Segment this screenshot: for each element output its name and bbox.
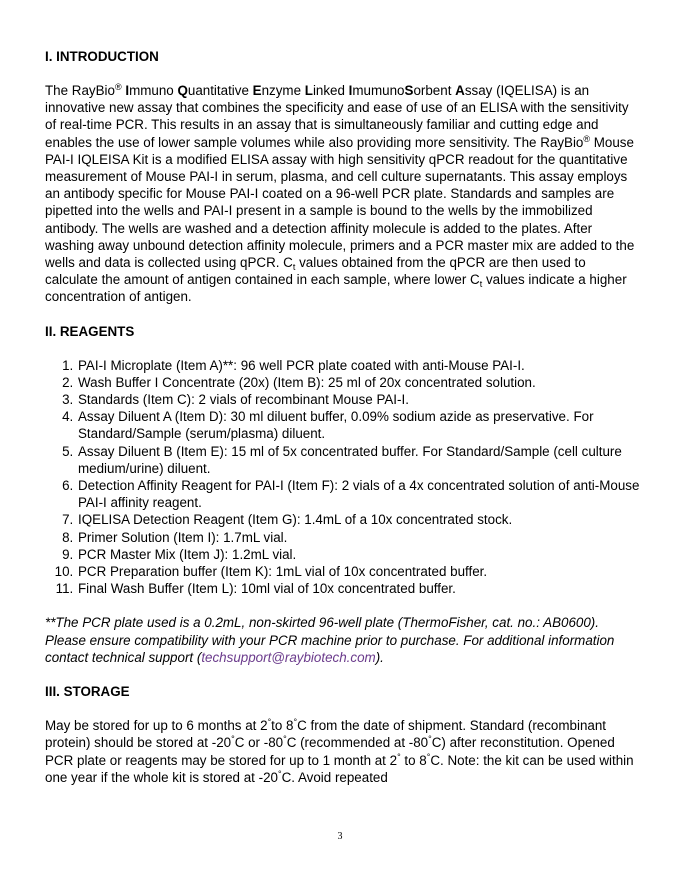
introduction-heading: I. INTRODUCTION xyxy=(45,49,159,64)
registered-mark: ® xyxy=(583,133,591,144)
list-item: 5. Assay Diluent B (Item E): 15 ml of 5x concentrated buffer. For Standard/Sample (cell culture medium/urine) diluent. xyxy=(77,443,640,477)
storage-paragraph: May be stored for up to 6 months at 2°to 8°C from the date of shipment. Standard (recombinant protein) should be stored at -20°C or -80°C (recommended at -80°C) after reconstitution. Opened PCR plate or reagents may be stored for up to 1 month at 2° to 8°C. Note: the kit can be used within one year if the whole kit is stored at -20°C. Avoid repeated xyxy=(45,717,634,785)
registered-mark: ® xyxy=(114,82,122,92)
list-item: 10. PCR Preparation buffer (Item K): 1mL vial of 10x concentrated buffer. xyxy=(77,563,640,580)
list-item: 4. Assay Diluent A (Item D): 30 ml diluent buffer, 0.09% sodium azide as preservative. For Standard/Sample (serum/plasma) diluent. xyxy=(77,408,640,442)
list-item: 7. IQELISA Detection Reagent (Item G): 1.4mL of a 10x concentrated stock. xyxy=(77,511,640,528)
list-item: 3. Standards (Item C): 2 vials of recombinant Mouse PAI-I. xyxy=(77,391,640,408)
reagents-heading: II. REAGENTS xyxy=(45,323,135,339)
pcr-plate-note: **The PCR plate used is a 0.2mL, non-skirted 96-well plate (ThermoFisher, cat. no.: AB0600). Please ensure compatibility with your PCR machine prior to purchase. For additional information contact technical support (techsupport@raybiotech.com). xyxy=(45,615,615,665)
list-item: 2. Wash Buffer I Concentrate (20x) (Item B): 25 ml of 20x concentrated solution. xyxy=(77,374,640,391)
page-number: 3 xyxy=(337,831,343,842)
reagents-list xyxy=(45,357,640,598)
list-item: 9. PCR Master Mix (Item J): 1.2mL vial. xyxy=(77,546,640,563)
document-page xyxy=(45,48,640,786)
introduction-paragraph: The RayBio® Immuno Quantitative Enzyme Linked ImumunoSorbent Assay (IQELISA) is an innovative new assay that combines the specificity and ease of use of an ELISA with the sensitivity of real-time PCR. This results in an assay that is simultaneously familiar and cutting edge and enables the use of lower sample volumes while also providing more sensitivity. The RayBio® Mouse PAI-I IQLEISA Kit is a modified ELISA assay with high sensitivity qPCR readout for the quantitative measurement of Mouse PAI-I in serum, plasma, and cell culture supernatants. This assay employs an antibody specific for Mouse PAI-I coated on a 96-well PCR plate. Standards and samples are pipetted into the wells and PAI-I present in a sample is bound to the wells by the immobilized antibody. The wells are washed and a detection affinity molecule is added to the plates. After washing away unbound detection affinity molecule, primers and a PCR master mix are added to the wells and data is collected using qPCR. $C_t$ values obtained from the qPCR are then used to calculate the amount of antigen contained in each sample, where lower $C_t$ values indicate a higher concentration of antigen. xyxy=(45,82,635,305)
list-item: 6. Detection Affinity Reagent for PAI-I (Item F): 2 vials of a 4x concentrated solution of anti-Mouse PAI-I affinity reagent. xyxy=(77,477,640,511)
list-item: 8. Primer Solution (Item I): 1.7mL vial. xyxy=(77,529,640,546)
storage-heading: III. STORAGE xyxy=(45,684,130,700)
list-item: 1. PAI-I Microplate (Item A)**: 96 well PCR plate coated with anti-Mouse PAI-I. xyxy=(77,357,640,374)
list-item: 11. Final Wash Buffer (Item L): 10ml vial of 10x concentrated buffer. xyxy=(77,580,640,597)
support-email-link[interactable]: techsupport@raybiotech.com xyxy=(201,649,376,665)
